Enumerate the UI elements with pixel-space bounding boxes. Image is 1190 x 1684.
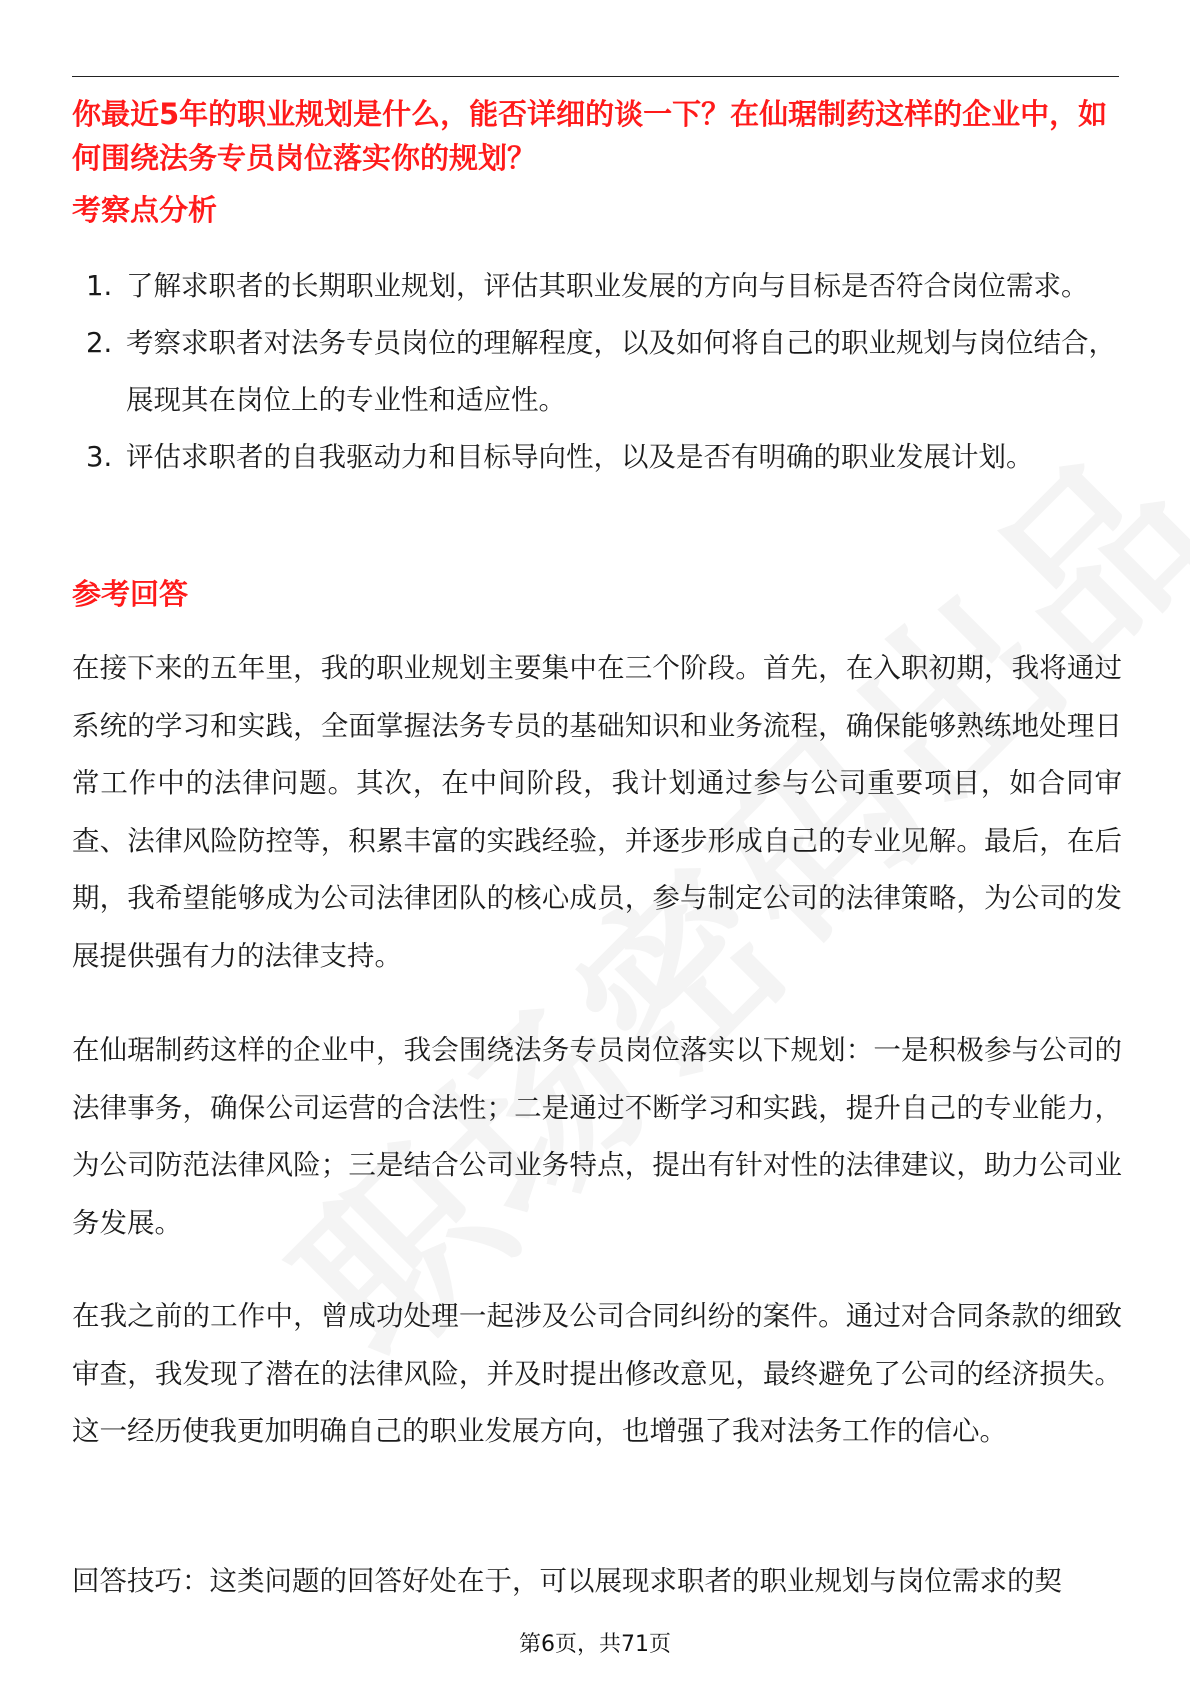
list-item <box>86 315 1126 429</box>
answer-paragraph: 在接下来的五年里，我的职业规划主要集中在三个阶段。首先，在入职初期，我将通过系统的学习和实践，全面掌握法务专员的基础知识和业务流程，确保能够熟练地处理日常工作中的法律问题。其次，在中间阶段，我计划通过参与公司重要项目，如合同审查、法律风险防控等，积累丰富的实践经验，并逐步形成自己的专业见解。最后，在后期，我希望能够成为公司法律团队的核心成员，参与制定公司的法律策略，为公司的发展提供强有力的法律支持。 <box>72 652 1122 972</box>
answer-tip-paragraph: 回答技巧：这类问题的回答好处在于，可以展现求职者的职业规划与岗位需求的契 <box>72 1565 1062 1597</box>
list-item-number: 2. <box>86 327 113 359</box>
list-item-text: 考察求职者对法务专员岗位的理解程度，以及如何将自己的职业规划与岗位结合，展现其在岗位上的专业性和适应性。 <box>126 327 1116 416</box>
answer-paragraph: 在我之前的工作中，曾成功处理一起涉及公司合同纠纷的案件。通过对合同条款的细致审查，我发现了潜在的法律风险，并及时提出修改意见，最终避免了公司的经济损失。这一经历使我更加明确自己的职业发展方向，也增强了我对法务工作的信心。 <box>72 1300 1122 1447</box>
list-item-text: 评估求职者的自我驱动力和目标导向性，以及是否有明确的职业发展计划。 <box>126 441 1034 473</box>
analysis-heading: 考察点分析 <box>72 193 218 227</box>
list-item-number: 3. <box>86 441 113 473</box>
page-number: 第6页，共71页 <box>519 1632 671 1657</box>
answer-heading: 参考回答 <box>72 577 189 611</box>
list-item-number: 1. <box>86 270 113 302</box>
answer-paragraph: 在仙琚制药这样的企业中，我会围绕法务专员岗位落实以下规划：一是积极参与公司的法律事务，确保公司运营的合法性；二是通过不断学习和实践，提升自己的专业能力，为公司防范法律风险；三是结合公司业务特点，提出有针对性的法律建议，助力公司业务发展。 <box>72 1034 1122 1239</box>
question-title: 你最近5年的职业规划是什么，能否详细的谈一下？在仙琚制药这样的企业中，如何围绕法务专员岗位落实你的规划？ <box>72 97 1108 175</box>
analysis-list <box>86 258 1126 486</box>
top-divider <box>72 76 1119 77</box>
list-item-text: 了解求职者的长期职业规划，评估其职业发展的方向与目标是否符合岗位需求。 <box>126 270 1089 302</box>
list-item <box>86 258 1126 315</box>
list-item <box>86 429 1126 486</box>
